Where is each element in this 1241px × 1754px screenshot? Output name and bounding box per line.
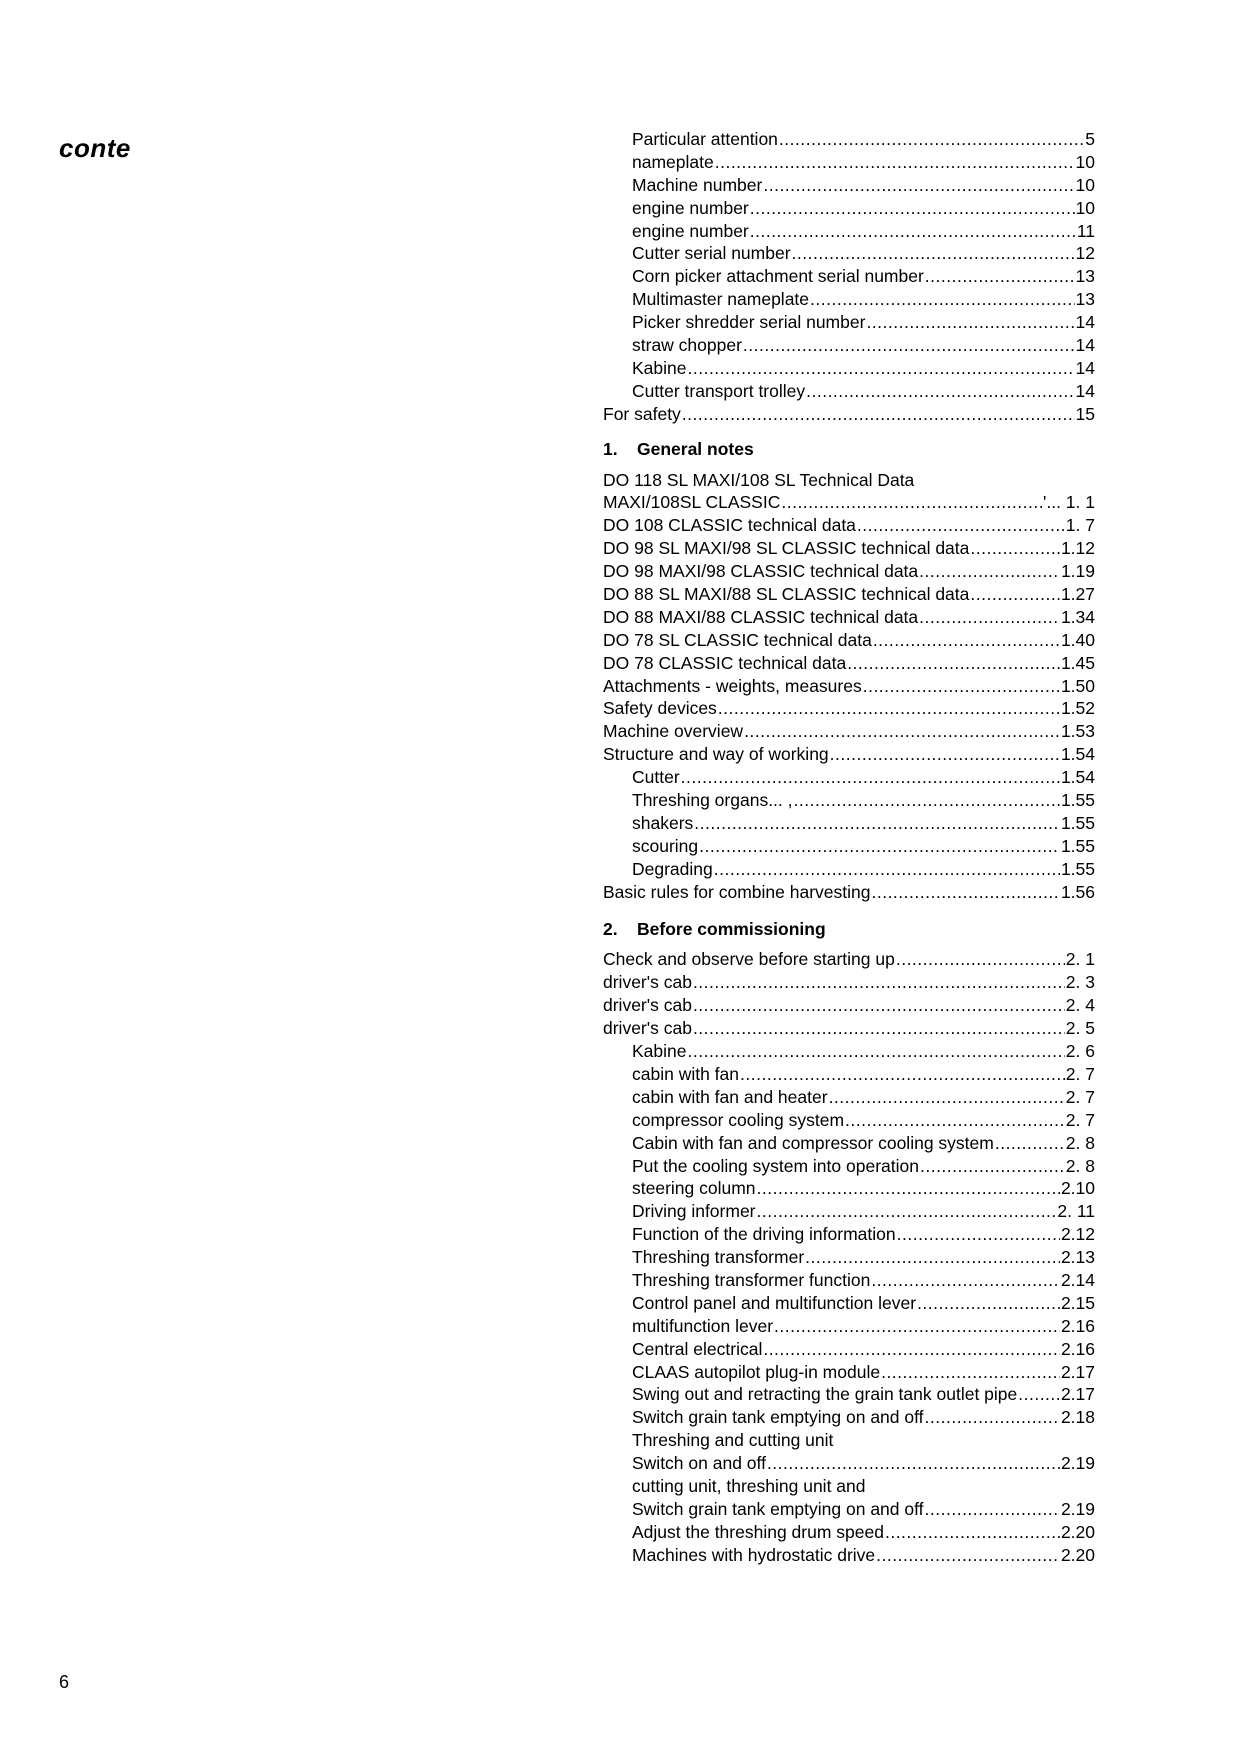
toc-entry: [603, 491, 1095, 514]
toc-entry: [603, 1544, 1095, 1567]
dot-leader: [1018, 1383, 1060, 1406]
toc-entry-title: Particular attention: [632, 128, 778, 149]
dot-leader: [863, 675, 1060, 698]
toc-entry-title: Corn picker attachment serial number: [632, 266, 924, 287]
dot-leader: [970, 583, 1060, 606]
toc-entry-page: 14: [1075, 335, 1095, 355]
toc-entry-title: Kabine: [632, 1041, 687, 1062]
section-number: 1.: [603, 438, 618, 459]
toc-entry: [603, 1521, 1095, 1544]
toc-entry-title: Function of the driving information: [632, 1224, 896, 1245]
toc-entry-page: 1.19: [1060, 561, 1095, 582]
toc-entry-title: Cutter serial number: [632, 243, 791, 264]
toc-entry-title: Machines with hydrostatic drive: [632, 1544, 876, 1565]
dot-leader: [718, 697, 1060, 720]
toc-entry-title: compressor cooling system: [632, 1109, 845, 1130]
dot-leader: [970, 537, 1060, 560]
section-title: Before commissioning: [637, 918, 826, 939]
dot-leader: [896, 948, 1065, 971]
toc-entry-title: Swing out and retracting the grain tank outlet pipe: [632, 1384, 1018, 1405]
dot-leader: [876, 1544, 1060, 1567]
toc-entry: [603, 652, 1095, 675]
dot-leader: [715, 151, 1075, 174]
toc-entry-title: Switch grain tank emptying on and off: [632, 1498, 924, 1519]
toc-entry-title: Safety devices: [603, 698, 717, 719]
toc-entry: [603, 1269, 1095, 1292]
toc-entry: [603, 789, 1095, 812]
toc-entry-title: Central electrical: [632, 1338, 763, 1359]
dot-leader: [806, 380, 1074, 403]
toc-entry-title: Machine overview: [603, 721, 744, 742]
dot-leader: [805, 1246, 1060, 1269]
toc-entry-text-only: Threshing and cutting unit: [632, 1430, 834, 1451]
toc-entry-page: 2.18: [1060, 1407, 1095, 1428]
toc-entry: [603, 971, 1095, 994]
toc-entry-title: Threshing transformer function: [632, 1269, 871, 1290]
dot-leader: [774, 1315, 1060, 1338]
toc-entry: [603, 1498, 1095, 1521]
toc-entry-page: 14: [1075, 380, 1095, 401]
toc-entry-title: DO 78 SL CLASSIC technical data: [603, 629, 872, 650]
toc-entry-title: DO 78 CLASSIC technical data: [603, 652, 847, 673]
toc-entry-title: DO 88 MAXI/88 CLASSIC technical data: [603, 606, 919, 627]
toc-entry-page: 2.12: [1060, 1224, 1095, 1245]
toc-entry: [603, 1452, 1095, 1475]
dot-leader: [693, 994, 1065, 1017]
toc-entry-title: driver's cab: [603, 995, 692, 1016]
toc-entry-title: Machine number: [632, 174, 763, 195]
toc-entry-title: engine number: [632, 197, 749, 218]
toc-entry-page: '... 1. 1: [1043, 492, 1095, 513]
toc-entry-title: Kabine: [632, 357, 687, 378]
section-1-entries: [603, 491, 1095, 903]
toc-entry-page: 1.55: [1060, 835, 1095, 856]
toc-entry: [603, 334, 1095, 357]
dot-leader: [694, 812, 1060, 835]
toc-entry-title: Control panel and multifunction lever: [632, 1292, 917, 1313]
toc-entry-page: 2. 4: [1065, 995, 1095, 1016]
dot-leader: [885, 1521, 1060, 1544]
toc-entry: [603, 835, 1095, 858]
toc-entry: [603, 311, 1095, 334]
toc-entry: [603, 949, 1095, 972]
toc-entry: [603, 766, 1095, 789]
toc-entry-title: Structure and way of working: [603, 744, 829, 765]
toc-entry-title: Threshing organs... ,: [632, 790, 793, 811]
toc-entry-page: 2.20: [1060, 1544, 1095, 1565]
toc-entry: [603, 881, 1095, 904]
toc-entry-title: Driving informer: [632, 1201, 756, 1222]
dot-leader: [830, 743, 1060, 766]
toc-entry: [603, 1177, 1095, 1200]
toc-entry-title: cabin with fan: [632, 1063, 740, 1084]
section-title: General notes: [637, 438, 754, 459]
dot-leader: [919, 606, 1060, 629]
toc-entry-title: CLAAS autopilot plug-in module: [632, 1361, 881, 1382]
toc-entry-title: straw chopper: [632, 335, 742, 355]
dot-leader: [829, 1086, 1065, 1109]
toc-entry: [603, 265, 1095, 288]
toc-entry-title: MAXI/108SL CLASSIC: [603, 492, 781, 513]
toc-entry-text-only: DO 118 SL MAXI/108 SL Technical Data: [603, 469, 915, 490]
toc-entry: [603, 288, 1095, 311]
toc-entry-title: Basic rules for combine harvesting: [603, 881, 871, 902]
toc-entry: [603, 220, 1095, 243]
dot-leader: [919, 560, 1060, 583]
toc-entry-page: 2.17: [1060, 1361, 1095, 1382]
toc-entry-page: 12: [1075, 243, 1095, 264]
dot-leader: [750, 197, 1075, 220]
toc-entry: [603, 606, 1095, 629]
toc-entry-page: 1.34: [1060, 606, 1095, 627]
toc-entry-title: Cabin with fan and compressor cooling system: [632, 1132, 994, 1153]
toc-entry-page: 2.19: [1060, 1453, 1095, 1474]
toc-entry: [603, 1338, 1095, 1361]
toc-entry: [603, 675, 1095, 698]
toc-entry: [603, 537, 1095, 560]
toc-entry-page: 2. 11: [1057, 1201, 1095, 1222]
toc-entry-page: 1.53: [1060, 721, 1095, 742]
dot-leader: [871, 881, 1059, 904]
toc-entry-page: 2.19: [1060, 1498, 1095, 1519]
toc-entry-title: driver's cab: [603, 1018, 692, 1039]
toc-entry-page: 14: [1075, 357, 1095, 378]
toc-entry-title: Put the cooling system into operation: [632, 1155, 919, 1176]
toc-entry-page: 13: [1075, 289, 1095, 310]
toc-entry-page: 1.55: [1060, 858, 1095, 879]
toc-entry-page: 2.14: [1060, 1269, 1095, 1290]
toc-entry-page: 1.56: [1060, 881, 1095, 902]
dot-leader: [693, 971, 1065, 994]
toc-entry: [603, 174, 1095, 197]
toc-entry-page: 2. 3: [1065, 972, 1095, 993]
toc-entry: [603, 514, 1095, 537]
dot-leader: [744, 720, 1060, 743]
toc-entry-page: 2.20: [1060, 1521, 1095, 1542]
toc-entry: [603, 1292, 1095, 1315]
toc-entry-title: Degrading: [632, 858, 713, 879]
toc-entry-title: Picker shredder serial number: [632, 312, 866, 333]
dot-leader: [757, 1177, 1060, 1200]
toc-entry-page: 2. 8: [1065, 1155, 1095, 1176]
dot-leader: [693, 1017, 1065, 1040]
toc-entry: [603, 1040, 1095, 1063]
toc-entry: [603, 697, 1095, 720]
dot-leader: [763, 1338, 1060, 1361]
toc-entry: [603, 128, 1095, 151]
dot-leader: [779, 128, 1084, 151]
toc-entry: [603, 357, 1095, 380]
dot-leader: [873, 629, 1060, 652]
toc-entry-title: driver's cab: [603, 972, 692, 993]
page-number: 6: [59, 1672, 70, 1692]
toc-entry: [603, 1246, 1095, 1269]
toc-entry-page: 1.27: [1060, 584, 1095, 605]
toc-entry-page: 13: [1075, 266, 1095, 287]
section-number: 2.: [603, 918, 618, 939]
toc-entry-page: 2. 7: [1065, 1086, 1095, 1107]
toc-entry-title: DO 88 SL MAXI/88 SL CLASSIC technical data: [603, 584, 970, 605]
toc-entry: [603, 1155, 1095, 1178]
toc-entry-page: 1.50: [1060, 675, 1095, 696]
toc-entry: [603, 151, 1095, 174]
toc-entry-title: For safety: [603, 403, 681, 424]
toc-entry: [603, 858, 1095, 881]
toc-entry-title: Attachments - weights, measures: [603, 675, 862, 696]
dot-leader: [925, 265, 1075, 288]
toc-entry: [603, 1361, 1095, 1384]
toc-entry: [603, 1406, 1095, 1429]
toc-entry: [603, 720, 1095, 743]
dot-leader: [743, 334, 1075, 357]
toc-entry-page: 2.15: [1060, 1292, 1095, 1313]
toc-entry-title: nameplate: [632, 151, 714, 172]
toc-entry-page: 2.13: [1060, 1247, 1095, 1268]
toc-entry: [603, 1223, 1095, 1246]
toc-entry: [603, 994, 1095, 1017]
dot-leader: [767, 1452, 1060, 1475]
toc-entry: [603, 1132, 1095, 1155]
toc-entry-page: 2.17: [1060, 1384, 1095, 1405]
dot-leader: [866, 311, 1074, 334]
toc-entry-page: 2. 7: [1065, 1063, 1095, 1084]
toc-entry-page: 2. 8: [1065, 1132, 1095, 1153]
toc-entry-title: Threshing transformer: [632, 1247, 805, 1268]
toc-entry: [603, 1315, 1095, 1338]
dot-leader: [688, 1040, 1065, 1063]
dot-leader: [763, 174, 1074, 197]
dot-leader: [699, 835, 1060, 858]
toc-entry: [603, 583, 1095, 606]
toc-entry-title: Multimaster nameplate: [632, 289, 810, 310]
toc-entry-page: 1.55: [1060, 790, 1095, 811]
dot-leader: [897, 1223, 1060, 1246]
toc-entry-page: 1. 7: [1065, 515, 1095, 536]
toc-entry-page: 2.10: [1060, 1178, 1095, 1199]
dot-leader: [917, 1292, 1060, 1315]
intro-entries: [603, 128, 1095, 426]
section-1-heading: [603, 438, 1095, 460]
toc-entry-title: multifunction lever: [632, 1315, 774, 1336]
toc-entry-page: 1.45: [1060, 652, 1095, 673]
toc-entry-page: 1.12: [1060, 538, 1095, 559]
toc-entry-page: 1.40: [1060, 629, 1095, 650]
toc-entry: [603, 1086, 1095, 1109]
toc-entry-page: 10: [1075, 174, 1095, 195]
dot-leader: [688, 357, 1075, 380]
dot-leader: [682, 403, 1075, 426]
toc-entry-title: cabin with fan and heater: [632, 1086, 828, 1107]
toc-entry: [603, 403, 1095, 426]
toc-entry-page: 1.54: [1060, 767, 1095, 788]
toc-entry-title: Switch grain tank emptying on and off: [632, 1407, 924, 1428]
toc-entry: [603, 629, 1095, 652]
toc-entry: [603, 560, 1095, 583]
toc-entry-title: Cutter: [632, 767, 680, 788]
dot-leader: [857, 514, 1065, 537]
toc-entry-title: Adjust the threshing drum speed: [632, 1521, 884, 1542]
toc-entry-page: 2.16: [1060, 1315, 1095, 1336]
toc-entry: [603, 743, 1095, 766]
toc-entry-page: 10: [1075, 197, 1095, 218]
toc-entry-page: 2. 6: [1065, 1041, 1095, 1062]
toc-entry: [603, 1109, 1095, 1132]
toc-entry-title: steering column: [632, 1178, 756, 1199]
toc-entry-page: 10: [1075, 151, 1095, 172]
dot-leader: [740, 1063, 1065, 1086]
toc-entry-page: 5: [1085, 128, 1095, 149]
dot-leader: [920, 1155, 1065, 1178]
toc-entry: [603, 812, 1095, 835]
toc-entry-page: 1.55: [1060, 812, 1095, 833]
dot-leader: [871, 1269, 1060, 1292]
dot-leader: [781, 491, 1042, 514]
toc-entry: [603, 1200, 1095, 1223]
dot-leader: [794, 789, 1060, 812]
toc-entry-title: Switch on and off: [632, 1453, 766, 1474]
dot-leader: [925, 1498, 1060, 1521]
toc-entry-page: 2. 7: [1065, 1109, 1095, 1130]
toc-entry-page: 2.16: [1060, 1338, 1095, 1359]
toc-entry-title: Check and observe before starting up: [603, 949, 895, 970]
toc-entry-title: engine number: [632, 220, 749, 241]
toc-entry-page: 2. 1: [1065, 949, 1095, 970]
dot-leader: [845, 1109, 1065, 1132]
toc-entry-title: DO 108 CLASSIC technical data: [603, 515, 856, 536]
toc-entry-page: 2. 5: [1065, 1018, 1095, 1039]
dot-leader: [714, 858, 1060, 881]
toc-entry-page: 11: [1076, 220, 1095, 241]
toc-entry-page: 14: [1075, 312, 1095, 333]
dot-leader: [792, 242, 1075, 265]
toc-entry-page: 1.54: [1060, 744, 1095, 765]
toc-entry: [603, 1063, 1095, 1086]
dot-leader: [810, 288, 1075, 311]
toc-entry-page: 15: [1075, 403, 1095, 424]
toc-entry: [603, 380, 1095, 403]
dot-leader: [881, 1361, 1060, 1384]
page-title: conte: [59, 133, 131, 163]
toc-entry-title: scouring: [632, 835, 699, 856]
dot-leader: [757, 1200, 1057, 1223]
toc-entry: [603, 197, 1095, 220]
section-2-entries: [603, 949, 1095, 1567]
toc-entry-title: DO 98 SL MAXI/98 SL CLASSIC technical data: [603, 538, 970, 559]
dot-leader: [847, 652, 1060, 675]
toc-entry: [603, 242, 1095, 265]
toc-entry-text-only: cutting unit, threshing unit and: [632, 1475, 866, 1496]
table-of-contents: [603, 128, 1095, 1567]
toc-entry-page: 1.52: [1060, 698, 1095, 719]
toc-entry-title: Cutter transport trolley: [632, 380, 806, 401]
toc-entry: [603, 1383, 1095, 1406]
dot-leader: [681, 766, 1060, 789]
dot-leader: [750, 220, 1076, 243]
toc-entry-title: DO 98 MAXI/98 CLASSIC technical data: [603, 561, 919, 582]
toc-entry: [603, 1017, 1095, 1040]
section-2-heading: [603, 918, 1095, 940]
dot-leader: [925, 1406, 1060, 1429]
toc-entry-title: shakers: [632, 812, 694, 833]
dot-leader: [995, 1132, 1065, 1155]
